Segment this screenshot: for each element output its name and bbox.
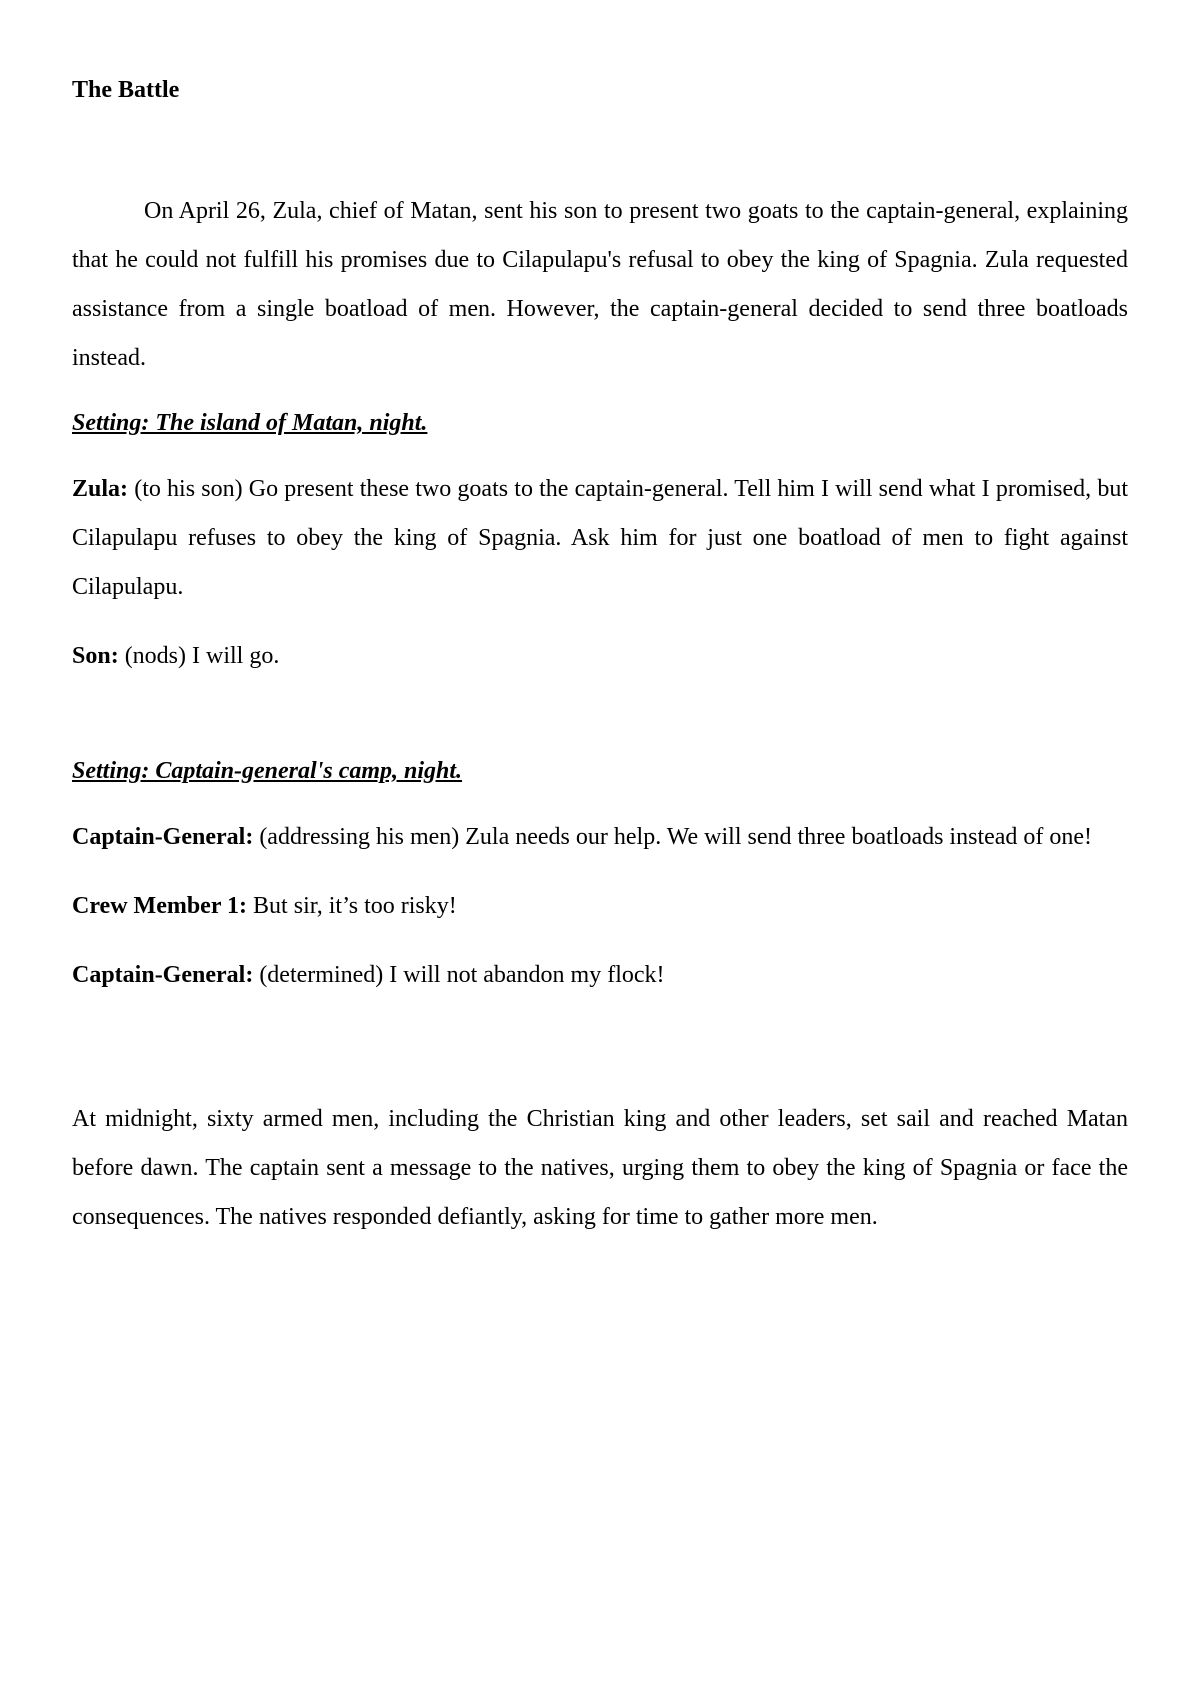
dialogue-line (72, 813, 1128, 862)
speaker-name: Captain-General: (72, 824, 254, 850)
closing-paragraph: At midnight, sixty armed men, including the Christian king and other leaders, set sail and reached Matan before dawn. The captain sent a message to the natives, urging them to obey the king of Spagnia or face the consequences. The natives responded defiantly, asking for time to gather more men. (72, 1106, 1128, 1230)
dialogue-line (72, 951, 1128, 1000)
speaker-name: Son: (72, 643, 119, 669)
dialogue-line (72, 882, 1128, 931)
speaker-name: Zula: (72, 476, 129, 502)
document-title: The Battle (72, 77, 180, 103)
dialogue-text: (addressing his men) Zula needs our help. We will send three boatloads instead of one! (259, 824, 1093, 850)
dialogue-text: (determined) I will not abandon my flock! (259, 962, 665, 988)
speaker-name: Captain-General: (72, 962, 254, 988)
dialogue-text: (to his son) Go present these two goats to the captain-general. Tell him I will send what I promised, but Cilapulapu refuses to obey the king of Spagnia. Ask him for just one boatload of men to fight against Cilapulapu. (72, 476, 1129, 600)
dialogue-line (72, 632, 1128, 681)
dialogue-text: (nods) I will go. (124, 643, 280, 669)
dialogue-line (72, 465, 1128, 612)
document-page (72, 70, 1128, 1242)
dialogue-text: But sir, it’s too risky! (253, 893, 457, 919)
scene-2-setting: Setting: Captain-general's camp, night. (72, 758, 463, 784)
speaker-name: Crew Member 1: (72, 893, 248, 919)
intro-paragraph: On April 26, Zula, chief of Matan, sent his son to present two goats to the captain-general, explaining that he could not fulfill his promises due to Cilapulapu's refusal to obey the king of Spagnia. Zula requested assistance from a single boatload of men. However, the captain-general decided to send three boatloads instead. (72, 198, 1128, 371)
scene-1-setting: Setting: The island of Matan, night. (72, 410, 428, 436)
